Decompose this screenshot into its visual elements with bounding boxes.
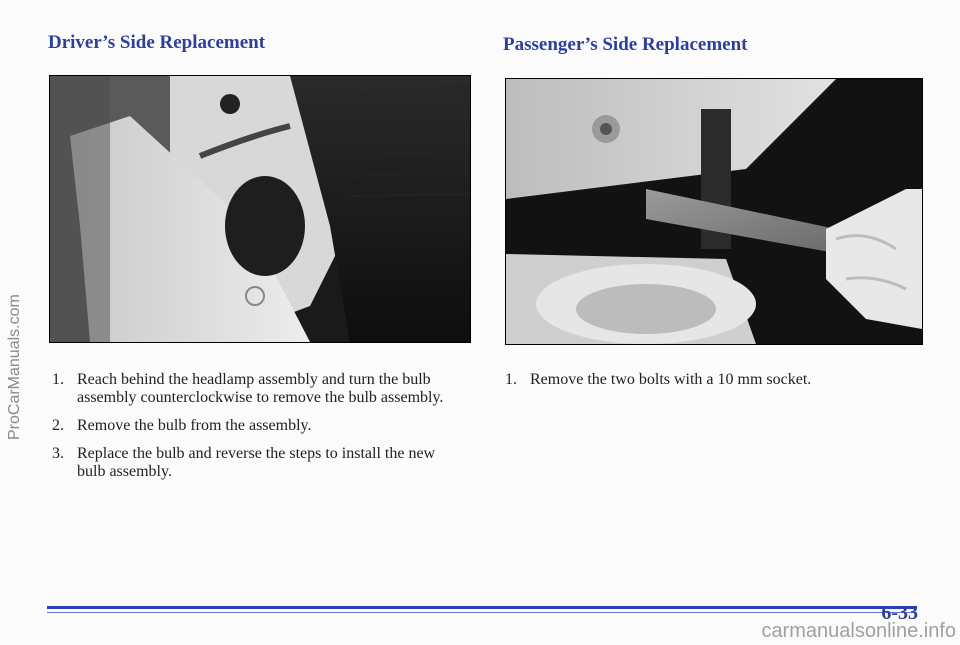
driver-side-steps [52, 371, 452, 491]
list-item [52, 371, 452, 407]
step-text: Remove the two bolts with a 10 mm socket. [530, 371, 812, 388]
page-number: 6-33 [881, 602, 918, 624]
step-text: Reach behind the headlamp assembly and turn the bulb assembly counterclockwise to remove the bulb assembly. [77, 371, 444, 406]
footer-rule-thin [47, 612, 917, 613]
driver-side-headlamp-photo [49, 75, 471, 343]
step-text: Replace the bulb and reverse the steps to install the new bulb assembly. [77, 445, 436, 480]
list-item [52, 417, 452, 435]
step-number: 3. [52, 445, 64, 462]
passenger-side-steps [505, 371, 905, 399]
step-number: 2. [52, 417, 64, 434]
passenger-side-headlamp-photo [505, 78, 923, 345]
bottom-watermark: carmanualsonline.info [761, 620, 956, 642]
passenger-side-heading: Passenger’s Side Replacement [503, 34, 748, 55]
side-watermark: ProCarManuals.com [6, 294, 23, 440]
step-text: Remove the bulb from the assembly. [77, 417, 312, 434]
list-item [505, 371, 905, 389]
list-item [52, 445, 452, 481]
step-number: 1. [52, 371, 64, 388]
driver-side-heading: Driver’s Side Replacement [48, 32, 266, 53]
step-number: 1. [505, 371, 517, 388]
footer-rule-thick [47, 606, 917, 609]
